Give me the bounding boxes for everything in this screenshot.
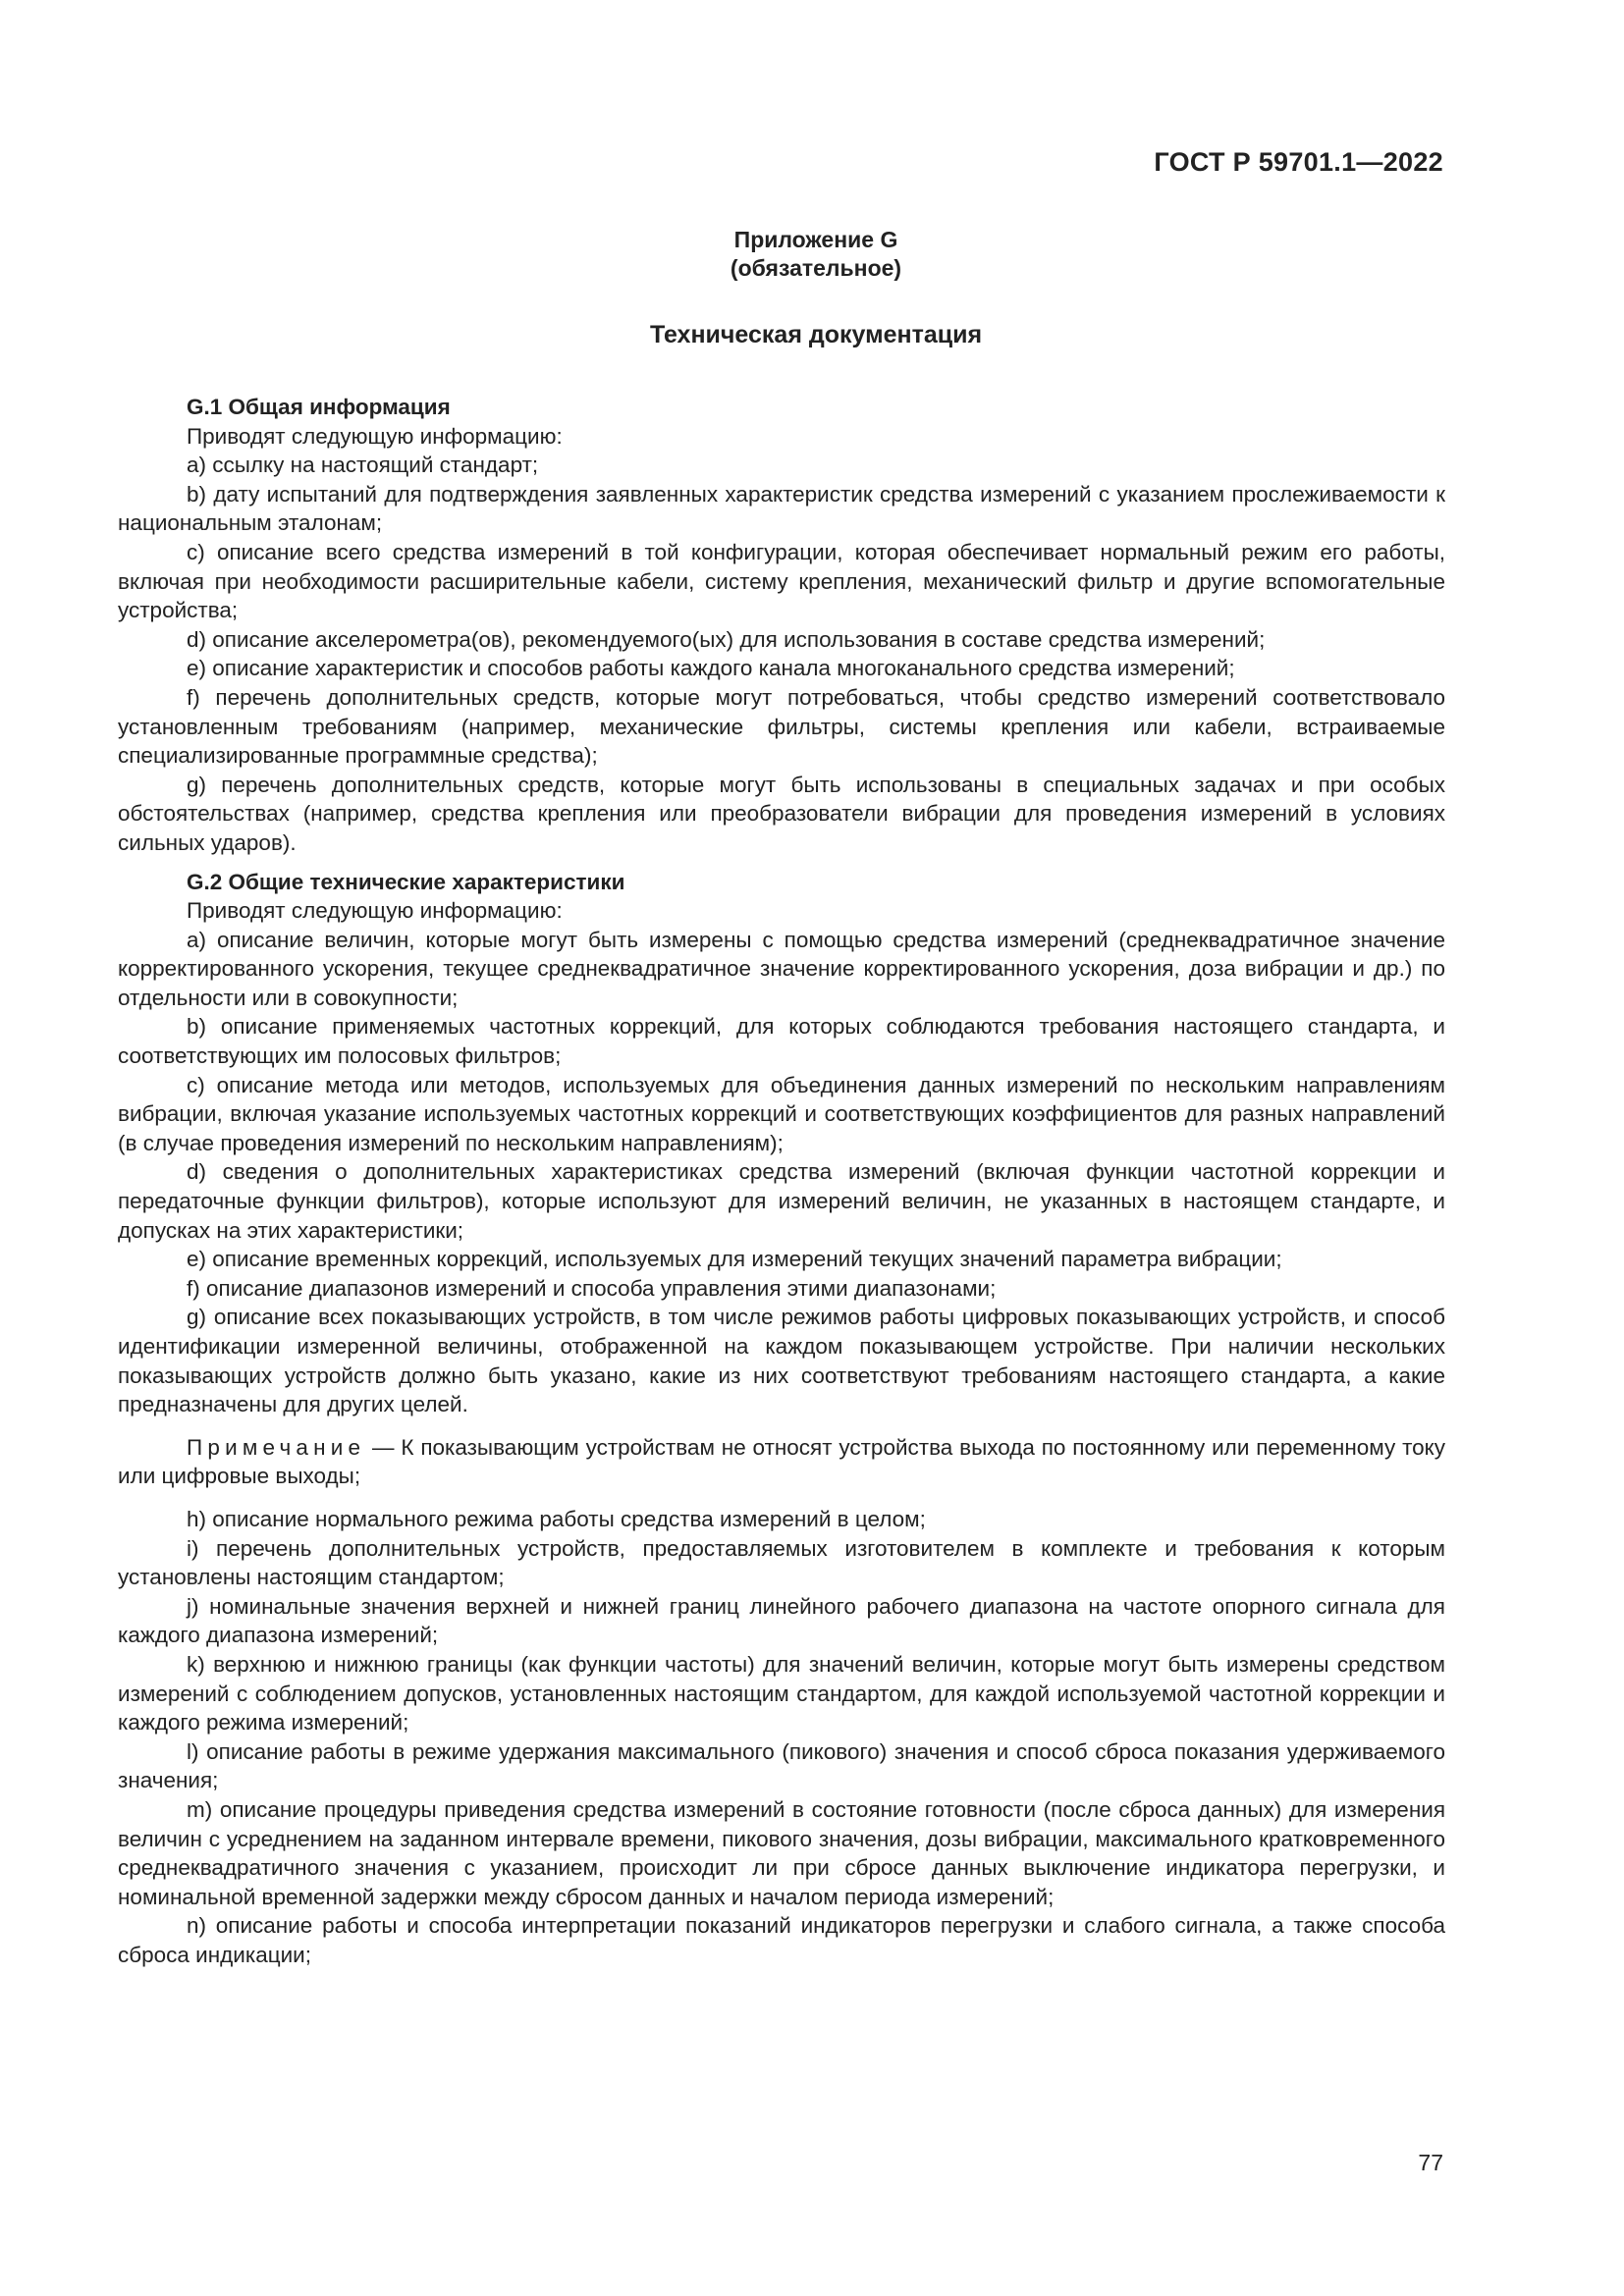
list-item: e) описание временных коррекций, используемых для измерений текущих значений параметра вибрации; [187, 1247, 1282, 1272]
paragraph: Приводят следующую информацию: [187, 423, 563, 449]
list-item: g) перечень дополнительных средств, которые могут быть использованы в специальных задачах и при особых обстоятельствах (например, средства крепления или преобразователи вибрации для проведения измерений в условиях сильных ударов). [118, 772, 1445, 855]
appendix-status: (обязательное) [730, 255, 902, 281]
list-item: e) описание характеристик и способов работы каждого канала многоканального средства измерений; [187, 656, 1235, 681]
appendix-title: Приложение G [733, 227, 898, 252]
list-item: j) номинальные значения верхней и нижней границ линейного рабочего диапазона на частоте опорного сигнала для каждого диапазона измерений; [118, 1593, 1445, 1648]
list-item: f) перечень дополнительных средств, которые могут потребоваться, чтобы средство измерений соответствовало установленным требованиям (например, механические фильтры, системы крепления или кабели, встраиваемые специализированные программные средства); [118, 684, 1445, 769]
appendix-heading [0, 226, 1624, 283]
list-item: c) описание метода или методов, используемых для объединения данных измерений по нескольким направлениям вибрации, включая указание используемых частотных коррекций и соответствующих коэффициентов для разных направлений (в случае проведения измерений по нескольким направлениям); [118, 1072, 1445, 1155]
list-item: d) описание акселерометра(ов), рекомендуемого(ых) для использования в составе средства измерений; [187, 626, 1266, 652]
list-item: h) описание нормального режима работы средства измерений в целом; [187, 1506, 926, 1531]
section-heading-g1: G.1 Общая информация [187, 395, 451, 419]
document-title: Техническая документация [649, 321, 983, 348]
list-item: b) дату испытаний для подтверждения заявленных характеристик средства измерений с указанием прослеживаемости к национальным эталонам; [118, 481, 1445, 536]
list-item: a) ссылку на настоящий стандарт; [187, 453, 539, 478]
list-item: i) перечень дополнительных устройств, предоставляемых изготовителем в комплекте и требования к которым установлены настоящим стандартом; [118, 1535, 1445, 1590]
paragraph: Приводят следующую информацию: [187, 898, 563, 924]
note [118, 1433, 1445, 1491]
section-heading-g2: G.2 Общие технические характеристики [187, 869, 625, 894]
list-item: g) описание всех показывающих устройств, в том числе режимов работы цифровых показывающих устройств, и способ идентификации измеренной величины, отображенной на каждом показывающем устройстве. При наличии нескольких показывающих устройств должно быть указано, какие из них соответствуют требованиям настоящего стандарта, а какие предназначены для других целей. [118, 1305, 1445, 1417]
note-text: — К показывающим устройствам не относят устройства выхода по постоянному или переменному току или цифровые выходы; [118, 1434, 1445, 1489]
page-number: 77 [1418, 2150, 1443, 2175]
document-code: ГОСТ Р 59701.1—2022 [1154, 147, 1443, 177]
document-body [118, 393, 1445, 1969]
list-item: a) описание величин, которые могут быть измерены с помощью средства измерений (среднеквадратичное значение корректированного ускорения, текущее среднеквадратичное значение корректированного ускорения, доза вибрации и др.) по отдельности или в совокупности; [118, 927, 1445, 1010]
list-item: k) верхнюю и нижнюю границы (как функции частоты) для значений величин, которые могут быть измерены средством измерений с соблюдением допусков, установленных настоящим стандартом, для каждой используемой частотной коррекции и каждого режима измерений; [118, 1651, 1445, 1735]
note-label: Примечание [187, 1434, 366, 1460]
list-item: c) описание всего средства измерений в той конфигурации, которая обеспечивает нормальный режим его работы, включая при необходимости расширительные кабели, систему крепления, механический фильтр и другие вспомогательные устройства; [118, 539, 1445, 623]
list-item: d) сведения о дополнительных характеристиках средства измерений (включая функции частотной коррекции и передаточные функции фильтров), которые используют для измерений величин, не указанных в настоящем стандарте, и допусках на этих характеристики; [118, 1159, 1445, 1243]
list-item: m) описание процедуры приведения средства измерений в состояние готовности (после сброса данных) для измерения величин с усреднением на заданном интервале времени, пикового значения, дозы вибрации, максимального кратковременного среднеквадратичного значения с указанием, происходит ли при сбросе данных выключение индикатора перегрузки, и номинальной временной задержки между сбросом данных и началом периода измерений; [118, 1796, 1445, 1909]
list-item: l) описание работы в режиме удержания максимального (пикового) значения и способ сброса показания удерживаемого значения; [118, 1738, 1445, 1793]
list-item: f) описание диапазонов измерений и способа управления этими диапазонами; [187, 1275, 997, 1301]
list-item: b) описание применяемых частотных коррекций, для которых соблюдаются требования настоящего стандарта, и соответствующих им полосовых фильтров; [118, 1014, 1445, 1069]
list-item: n) описание работы и способа интерпретации показаний индикаторов перегрузки и слабого сигнала, а также способа сброса индикации; [118, 1913, 1445, 1967]
